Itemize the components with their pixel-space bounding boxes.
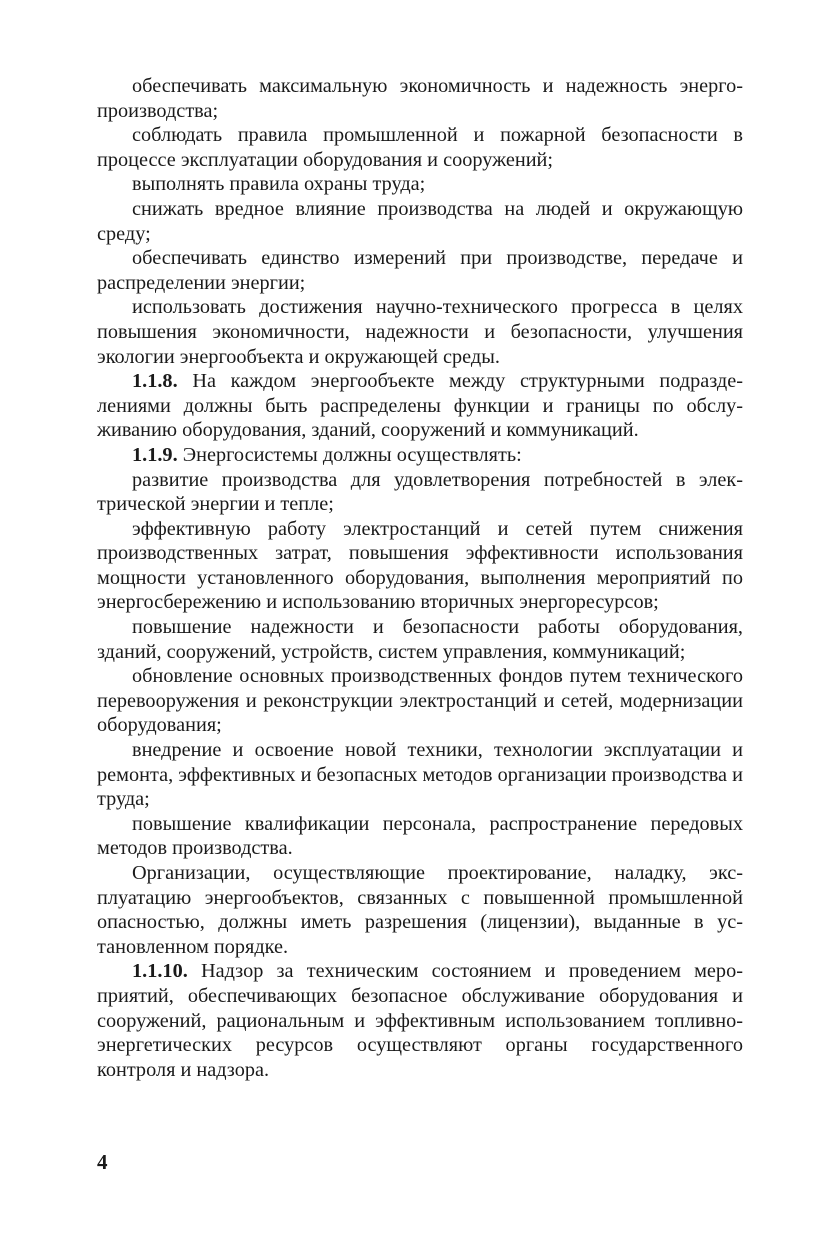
paragraph-text: Организации, осуществляющие проектирование, наладку, эксплуатацию энергообъектов, связанных с повышенной промышленной опасностью, должны иметь разрешения (лицензии), выданные в установленном порядке. — [97, 862, 743, 958]
section-number: 1.1.8. — [132, 370, 178, 393]
paragraph — [97, 172, 743, 197]
paragraph — [97, 443, 743, 468]
paragraph-text: обеспечивать единство измерений при производстве, передаче и распределении энергии; — [97, 247, 743, 294]
paragraph-text: соблюдать правила промышленной и пожарной безопасности в процессе эксплуатации оборудования и сооружений; — [97, 124, 743, 171]
paragraph-text: На каждом энергообъекте между структурными подразделениями должны быть распределены функции и границы по обслуживанию оборудования, зданий, сооружений и коммуникаций. — [97, 370, 743, 442]
paragraph — [97, 295, 743, 369]
paragraph — [97, 197, 743, 246]
paragraph — [97, 812, 743, 861]
paragraph — [97, 369, 743, 443]
section-number: 1.1.10. — [132, 960, 188, 983]
paragraph — [97, 615, 743, 664]
paragraph-text: снижать вредное влияние производства на людей и окружающую среду; — [97, 197, 743, 245]
paragraph — [97, 664, 743, 738]
paragraph — [97, 246, 743, 295]
paragraph — [97, 74, 743, 123]
section-number: 1.1.9. — [132, 443, 178, 466]
page-number: 4 — [97, 1150, 108, 1174]
paragraph-text: развитие производства для удовлетворения потребностей в электрической энергии и тепле; — [97, 468, 743, 516]
paragraph-text: выполнять правила охраны труда; — [132, 173, 426, 196]
paragraph-text: обновление основных производственных фондов путем технического перевооружения и реконструкции электростанций и сетей, модернизации оборудования; — [97, 665, 743, 737]
paragraph — [97, 959, 743, 1082]
paragraph-text: повышение квалификации персонала, распространение передовых методов производства. — [97, 812, 743, 860]
paragraph — [97, 517, 743, 615]
paragraph — [97, 861, 743, 959]
paragraph-text: Энергосистемы должны осуществлять: — [182, 443, 522, 466]
paragraph-text: использовать достижения научно-технического прогресса в целях повышения экономичности, надежности и безопасности, улучшения экологии энергообъекта и окружающей среды. — [97, 296, 743, 368]
paragraph-text: эффективную работу электростанций и сетей путем снижения производственных затрат, повышения эффективности использования мощности установленного оборудования, выполнения мероприятий по энергосбережению и использованию вторичных энергоресурсов; — [97, 517, 743, 614]
paragraph-text: Надзор за техническим состоянием и проведением мероприятий, обеспечивающих безопасное обслуживание оборудования и сооружений, рациональным и эффективным использованием топливно-энергетических ресурсов осуществляют органы государственного контроля и надзора. — [97, 960, 743, 1081]
paragraph — [97, 738, 743, 812]
paragraph-text: повышение надежности и безопасности работы оборудования, зданий, сооружений, устройств, систем управления, коммуникаций; — [97, 616, 743, 663]
paragraph-text: обеспечивать максимальную экономичность и надежность энергопроизводства; — [97, 75, 743, 122]
paragraph-text: внедрение и освоение новой техники, технологии эксплуатации и ремонта, эффективных и безопасных методов организации производства и труда; — [97, 739, 743, 811]
paragraph — [97, 123, 743, 172]
body-text — [97, 74, 743, 1082]
paragraph — [97, 468, 743, 517]
